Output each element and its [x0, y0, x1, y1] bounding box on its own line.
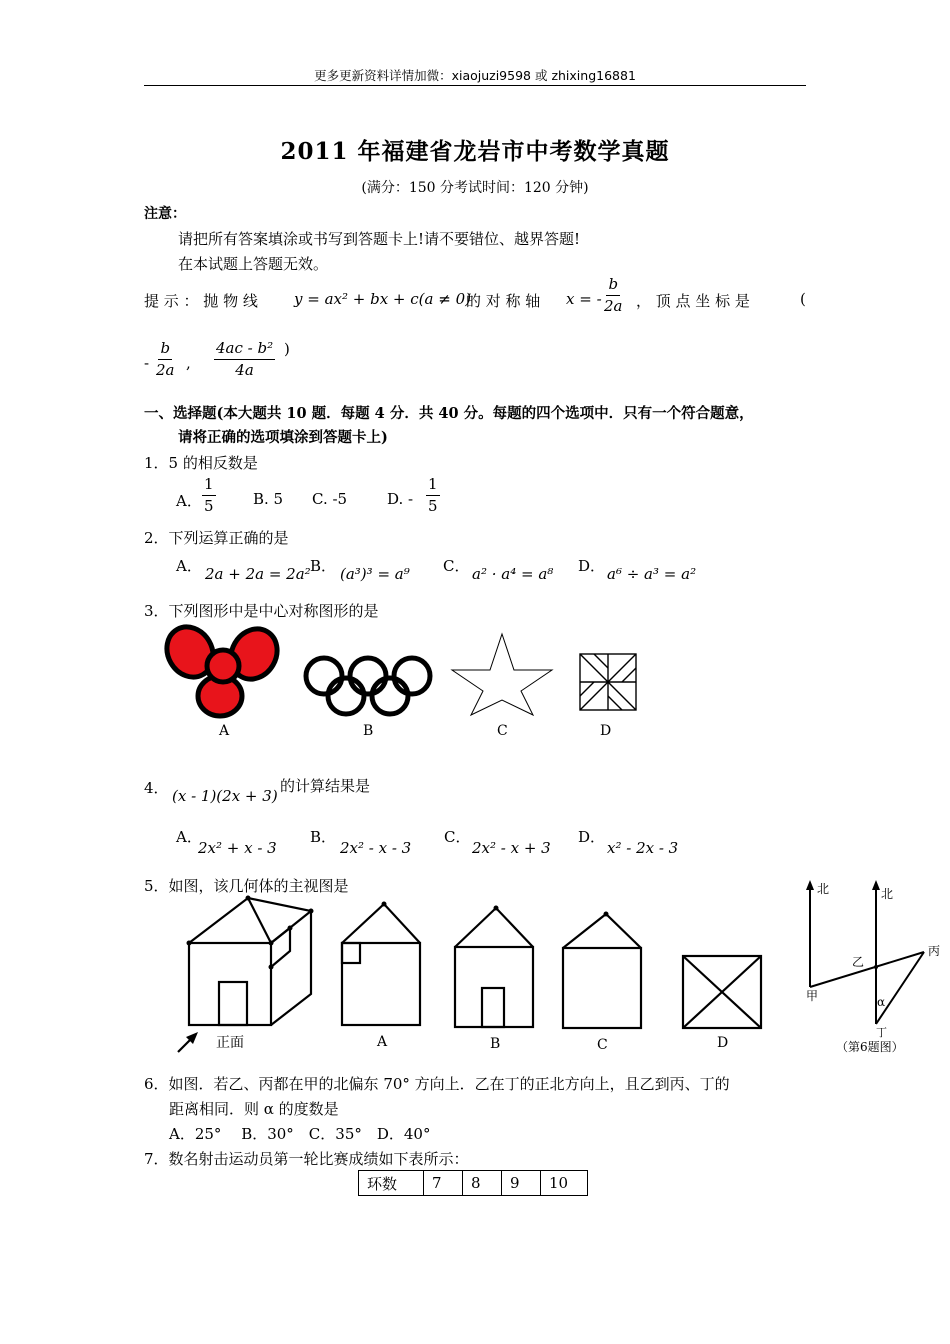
- q6-options: A．25° B．30° C．35° D．40°: [169, 1125, 431, 1143]
- q1-a-frac: [202, 476, 216, 514]
- hint-v2-num: 4ac - b²: [214, 340, 275, 360]
- q3-figures: [160, 618, 660, 723]
- q6-label-ding: 丁: [876, 1026, 887, 1039]
- section1-heading2: 请将正确的选项填涂到答题卡上): [178, 429, 388, 446]
- q2-d-expr: a⁶ ÷ a³ = a²: [607, 565, 697, 583]
- q5-option-b: [455, 908, 533, 1027]
- q3-figure-b: [306, 658, 430, 714]
- q2-stem: 2．下列运算正确的是: [144, 529, 289, 547]
- hint-v2-frac: [214, 340, 275, 378]
- q1-d-num: 1: [426, 476, 440, 496]
- q1-d-den: 5: [428, 496, 438, 515]
- hint-v2-den: 4a: [235, 360, 254, 379]
- q5-figures: [170, 890, 770, 1060]
- q6-label-alpha: α: [877, 995, 886, 1009]
- q5-front-label: 正面: [216, 1035, 244, 1051]
- hint-vertex-text: ， 顶 点 坐 标 是: [636, 292, 750, 310]
- q2-a-expr: 2a + 2a = 2a²: [205, 565, 311, 583]
- page-title: 2011 年福建省龙岩市中考数学真题: [280, 138, 670, 165]
- q4-c-expr: 2x² - x + 3: [472, 839, 551, 857]
- hint-axis-lhs: x = -: [566, 290, 602, 308]
- q6-line2: 距离相同．则 α 的度数是: [169, 1100, 339, 1118]
- hint-v1-num: b: [158, 340, 172, 360]
- q6-north-2: 北: [881, 887, 894, 901]
- hint-v1-neg: -: [144, 354, 150, 372]
- q5-label-c: C: [597, 1037, 608, 1053]
- q6-north-1: 北: [817, 882, 830, 896]
- q7-cell-8: 8: [463, 1171, 502, 1196]
- q6-caption: （第6题图）: [836, 1040, 904, 1054]
- q5-label-b: B: [490, 1036, 501, 1052]
- q4-c-label: C．: [444, 828, 471, 846]
- q3-figure-d: [580, 654, 636, 710]
- page-subtitle: (满分：150 分考试时间：120 分钟): [361, 180, 589, 196]
- q7-table: [358, 1170, 588, 1196]
- hint-prefix: 提 示 ： 抛 物 线: [144, 292, 258, 310]
- q1-a-den: 5: [204, 496, 214, 515]
- q6-label-jia: 甲: [806, 989, 819, 1003]
- q7-cell-header: 环数: [359, 1171, 424, 1196]
- notice-line2: 在本试题上答题无效。: [178, 255, 329, 273]
- q1-option-c: C. -5: [312, 490, 348, 508]
- q3-stem: 3．下列图形中是中心对称图形的是: [144, 602, 379, 620]
- section1-heading: 一、选择题(本大题共 10 题．每题 4 分．共 40 分。每题的四个选项中．只有一个符合题意，: [144, 405, 754, 422]
- hint-v1-frac: [156, 340, 175, 378]
- q4-num: 4．: [144, 779, 169, 797]
- q2-c-label: C．: [443, 557, 470, 575]
- q4-b-expr: 2x² - x - 3: [340, 839, 412, 857]
- q1-a-label: A．: [176, 492, 202, 510]
- q1-d-frac: [426, 476, 440, 514]
- q3-label-a: A: [219, 723, 230, 739]
- hint-v1-den: 2a: [156, 360, 175, 379]
- q3-figure-c: [452, 634, 552, 715]
- q5-label-a: A: [377, 1034, 388, 1050]
- q2-b-expr: (a³)³ = a⁹: [340, 565, 410, 583]
- q3-figure-a: [160, 618, 286, 716]
- q3-label-b: B: [363, 723, 374, 739]
- q4-expr: (x - 1)(2x + 3): [172, 787, 278, 805]
- q4-d-label: D．: [578, 828, 606, 846]
- q4-a-label: A．: [176, 828, 202, 846]
- table-row: [359, 1171, 588, 1196]
- q7-cell-9: 9: [502, 1171, 541, 1196]
- hint-close-paren: ): [284, 340, 290, 358]
- hint-mid: 的 对 称 轴: [466, 292, 541, 310]
- q3-label-d: D: [600, 723, 612, 739]
- q2-a-label: A．: [176, 557, 202, 575]
- header-contact: 更多更新资料详情加微：xiaojuzi9598 或 zhixing16881: [314, 68, 636, 83]
- q3-label-c: C: [497, 723, 508, 739]
- q4-stem: 的计算结果是: [280, 777, 371, 795]
- q5-solid: [178, 898, 311, 1052]
- q1-a-num: 1: [202, 476, 216, 496]
- q1-d-label: D. -: [387, 490, 414, 508]
- q6-figure: [790, 872, 950, 1037]
- hint-open-paren: (: [800, 290, 806, 308]
- hint-comma: ,: [186, 354, 191, 372]
- q4-a-expr: 2x² + x - 3: [198, 839, 277, 857]
- q6-label-yi: 乙: [852, 955, 865, 969]
- q2-c-expr: a² · a⁴ = a⁸: [472, 565, 554, 583]
- q2-d-label: D．: [578, 557, 606, 575]
- q7-cell-10: 10: [541, 1171, 588, 1196]
- q5-option-d: [683, 956, 761, 1028]
- q4-b-label: B．: [310, 828, 337, 846]
- hint-axis-num: b: [606, 276, 620, 296]
- q1-stem: 1．5 的相反数是: [144, 454, 258, 472]
- q4-d-expr: x² - 2x - 3: [607, 839, 679, 857]
- q5-label-d: D: [717, 1035, 729, 1051]
- notice-label: 注意：: [144, 206, 186, 222]
- q5-stem: 5．如图，该几何体的主视图是: [144, 877, 349, 895]
- notice-line1: 请把所有答案填涂或书写到答题卡上!请不要错位、越界答题!: [178, 230, 581, 248]
- q5-option-a: [342, 904, 420, 1025]
- hint-formula: y = ax² + bx + c(a ≠ 0): [294, 290, 471, 308]
- hint-axis-den: 2a: [604, 296, 623, 315]
- header-divider: [144, 85, 806, 86]
- q1-option-b: B. 5: [253, 490, 284, 508]
- q7-stem: 7．数名射击运动员第一轮比赛成绩如下表所示：: [144, 1150, 469, 1168]
- q6-label-bing: 丙: [928, 944, 941, 958]
- q5-option-c: [563, 914, 641, 1028]
- q7-cell-7: 7: [424, 1171, 463, 1196]
- q6-line1: 6．如图．若乙、丙都在甲的北偏东 70° 方向上．乙在丁的正北方向上，且乙到丙、丁的: [144, 1075, 730, 1093]
- hint-axis-frac: [604, 276, 623, 314]
- q2-b-label: B．: [310, 557, 337, 575]
